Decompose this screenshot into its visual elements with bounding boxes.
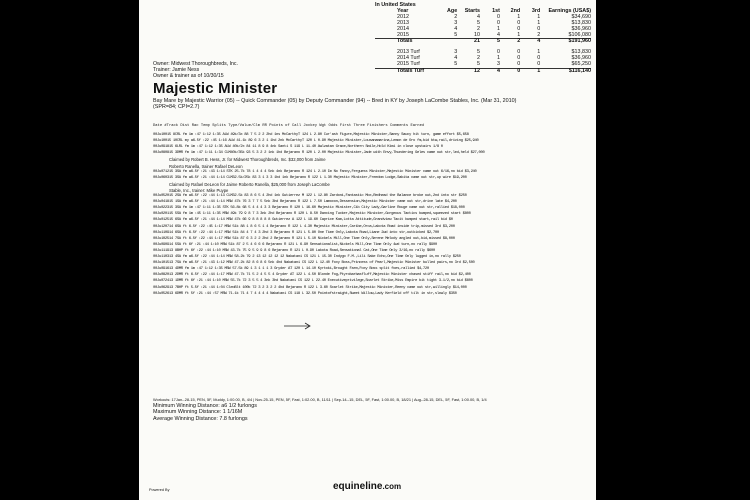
logo-text: equineline bbox=[333, 481, 383, 492]
race-row: 00Ju091613 4DMR fm 1m :47 1:12 1:35 MSW 57.5k 89 1 3 1 1 1 3 Gryder AT 120 L 14.10 Kyrtoki,Brought Farm,Foxy Boss split foes,rallied $4,720 bbox=[153, 267, 429, 272]
pedigree-block bbox=[153, 98, 593, 111]
earnings-summary-table bbox=[375, 3, 591, 75]
region-header: In United States bbox=[375, 2, 416, 8]
turf-total-row: Totals Turf 12 4 0 1 $116,140 bbox=[375, 69, 591, 75]
logo-suffix: .com bbox=[382, 482, 402, 491]
claim-note: Roberto Ranella, trainer Rafael DeLeon bbox=[169, 163, 243, 169]
rating-line: (SPR=84; CPI=2.7) bbox=[153, 104, 200, 111]
turf-row: 2013 Turf 3 5 0 0 1 $13,830 bbox=[397, 49, 591, 56]
earnings-row: 2012 2 4 0 1 1 $34,690 bbox=[397, 13, 591, 20]
race-row: 00Ju020115 5SA fm 1m :45 1:11 1:35 MSW 49k 79 9 8 7 3 3nk 2hd Bejarano R 120 L 8.50 Dancing Tucker,Majestic Minister,Gorgeous Tactics bumped,squeezed start $800 bbox=[153, 212, 471, 217]
turf-row: 2015 Turf 5 5 3 0 0 $65,250 bbox=[397, 61, 591, 68]
owner-line: Owner: Midwest Thoroughbreds, Inc. bbox=[153, 61, 238, 67]
race-row: 00Ju101513 7SA fm a6.5f :21 :43 1:12 MSW 47.2k 82 8 6 8 6 5nk 4hd Nakatani CS 122 L 12.40 Foxy Boss,Princess of Pearl,Majestic Minister bulled pairs,no 3rd $2,500 bbox=[153, 261, 475, 266]
race-row: 00Ju110313 4SA fm a6.5f :22 :44 1:14 MSW 58.2k 79 2 13 12 12 12 12 Nakatani CS 121 L 15.30 Indygo F.M.,Lili Sake Echo,One Time Only lugged in,no rally $250 bbox=[153, 255, 461, 259]
earnings-header-row: Year Age Starts 1st 2nd 3rd Earnings (USA$) bbox=[397, 7, 591, 14]
race-row: 00Ju052015 2SA fm a6.5f :22 :44 1:13 CLM32.5k 83 8 6 5 4 2hd 1nk Gutierrez M 122 L 12.80 Zardoni,Fantastic Mox,Redhead the Balance broke out,2nd into str $250 bbox=[153, 194, 467, 198]
earnings-row: 2015 5 10 4 1 2 $106,080 bbox=[397, 31, 591, 38]
avg-winning-distance: Average Winning Distance: 7.8 furlongs bbox=[153, 415, 248, 422]
owner-block bbox=[153, 61, 238, 80]
race-row: 00Ju060315 3SA fm a6.5f :21 :44 1:14 CLM32.5k/25k 83 3 1 3 3 1hd 1nk Bejarano R 122 L 1.30 Majestic Minister,Freedom Lodge,Sabita came out str,up wire $19,200 bbox=[153, 175, 467, 180]
race-row: 00Ju102514 7SA ft 6.5f :22 :44 1:17 MSW 51k 87 6 3 2 2 2hd 2 Bejarano R 121 L 5.10 Nickels Mill,One Time Only,Serene Melody angled out,bid,missed $8,000 bbox=[153, 236, 455, 241]
earnings-total-row: Totals 21 5 2 4 $191,960 bbox=[375, 39, 591, 45]
race-row: 00Ju022315 3SA fm 1m :47 1:11 1:35 STK 56.8k 68 5 4 4 4 3 3 Bejarano R 120 L 16.60 Majestic Minister,Cib City Lady,Garline Rouge came out str,rallied $18,000 bbox=[153, 206, 465, 211]
claim-note: Claimed by Rafael DeLeon for Jaime Roberto Ranella, $25,000 from Joseph LaCombe bbox=[169, 181, 330, 187]
workouts-line: Workouts: 17Jan--28-15, PEN, 5F, Muddy, 1:00.00, B, 4/4 | Nov-25-15, PEN, 5F, Fast, 1:02.00, B, 11/11 | Sep-14--15, DEL, 5F, Fast, 1:00.00, B, 18/21 | Aug--28-15, DEL, 5F, Fast, 1:00.00, B, 1/4 bbox=[153, 397, 487, 402]
race-row: 00Ju091815 6LRL fm 1m :47 1:12 1:35 ALW 40k/2x 84 11 8 9 8 4nk Santi S 119 L 11.40 Awlzatan Grace,Northern Smile,Hold Kimi in close upstairs 1/8 0 bbox=[153, 145, 443, 150]
race-row: 00Ju012515 6SA fm a6.5f :21 :44 1:14 MSW 47k 66 9 8 8 8 8 8 Gutierrez A 122 L 19.60 Caprice Kom,Lotta Attitude,Grandview Tacit bumped start,rail bid $0 bbox=[153, 218, 453, 223]
race-row: 00Ju052613 6DMR ft 5f :21 :44 :57 MSW 71.1k 71 4 7 4 4 4 4 Nakatani CS 118 L 32.50 Pointofstraight,Sweet Willow,Lady Kerfield off tilt in str,slowly $350 bbox=[153, 291, 457, 296]
race-row: 00Ju111913 8BHP ft 6f :22 :44 1:10 MSW 43.7k 75 9 5 9 9 8 6 Bejarano R 121 L 0.90 Lakota Road,Sensational Cat,One Time Only 3/16,no rally $600 bbox=[153, 248, 435, 253]
race-row: 00Ju110914 6SA ft 6.5f :22 :44 1:17 MSW 51k 84 4 7 4 3 2hd 3 Bejarano R 121 L 5.80 One Time Only,Lakota Road,Liane 2wd into str,outkicked $2,700 bbox=[153, 230, 439, 235]
turf-row: 2014 Turf 4 2 1 0 0 $36,960 bbox=[397, 55, 591, 62]
race-row: 00Ju10015 8CRL fm 1m :47 1:12 1:35 ALW 49k/3x 88 7 5 2 2 2hd 1ns McCarthyT 124 L 2.80 Cur'ash Figure,Majestic Minister,Sanny Saucy hit turn, game effort $5,658 bbox=[153, 133, 469, 137]
document-page bbox=[139, 0, 596, 500]
race-row: 00Ju120714 6SA ft 6.5f :22 :45 1:17 MSW 51k 88 1 8 6 5 1 4 Bejarano R 122 L 4.30 Majestic Minister,Caribe,Orca,Lakota Road inside trip,missed 3rd $3,200 bbox=[153, 224, 455, 229]
as-of-line: Owner & trainer as of 10/30/15 bbox=[153, 73, 224, 80]
equineline-logo bbox=[333, 481, 401, 492]
pedigree-line: Bay Mare by Majestic Warrior (05) -- Quick Commander (05) by Deputy Commander (94) -- Bred in KY by Joseph LaCombe Stables, Inc. (Mar 31, 2010) bbox=[153, 98, 517, 104]
race-column-header: Date #Track Dist Rac Temp Splits Type/Value/Clm RR Points of Call Jockey Wgt Odds First Three Finishers Comments Earned bbox=[153, 124, 425, 128]
trainer-line: Trainer: Jamie Ness bbox=[153, 67, 200, 74]
race-row: 00Ju072413 1DMR ft 6f :21 :44 1:10 MSW 55.7k 72 3 5 5 4 3nk 3hd Nakatani CS 122 L 22.40 Executiveprivilege,Scarlet Strike,Miss Empire bit tight 3-1/2,no bid $600 bbox=[153, 279, 473, 284]
race-row: 00Ju10015 10CRL my a6.5f :22 :45 1:16 ALW 41.1k 89 6 3 2 1 1hd 2nk McCarthyT 120 L 0.90 Majestic Minister,Lousanamarina,Lemon de Oro fm,bid btw,rail,driving $25,940 bbox=[153, 139, 479, 144]
race-row: 00Ju090914 5SA ft 6f :21 :44 1:10 MSW 51k 87 2 5 4 6 6 6 Bejarano R 121 L 6.90 Sensationalist,Nickels Mill,One Time Only 4wd turn,no rally $900 bbox=[153, 242, 437, 247]
powered-by-label: Powered By bbox=[149, 488, 170, 492]
earnings-row: 2014 4 2 1 0 0 $36,960 bbox=[397, 25, 591, 32]
distance-summary bbox=[153, 403, 257, 422]
earnings-row: 2013 3 5 0 0 1 $13,830 bbox=[397, 19, 591, 26]
race-row: 00Ju080815 3DMR fm 1m :47 1:11 1:34 CLM40k/35k 93 5 3 2 2 1nk 1hd Bejarano R 120 L 2.00 Majestic Minister,Jade with Envy,Thundering Geles came out str,led,held $27,000 bbox=[153, 151, 485, 156]
horse-name-title: Majestic Minister bbox=[153, 80, 278, 97]
race-row: 00Ju071215 3SA fm a6.5f :21 :43 1:14 STK 25.7k 78 1 4 4 4 5nk 4nk Bejarano R 124 L 2.10 Im No Fancy,Ferguess Minister,Majestic Minister came out 6/16,no bid $3,240 bbox=[153, 169, 477, 174]
race-row: 00Ju082013 2DMR ft 6.5f :22 :44 1:17 MSW 47.7k 71 5 2 4 5 5 4 Gryder AT 122 L 4.50 Blonde Fog,Ptyrobarbasfluff,Majestic Minister chased stiff rail,no bid $2,400 bbox=[153, 273, 471, 278]
claim-note: Stable, Inc., trainer: Mike Puype bbox=[169, 187, 229, 193]
pointer-arrow-icon bbox=[284, 322, 314, 330]
max-winning-distance: Maximum Winning Distance: 1 1/16M bbox=[153, 409, 243, 416]
race-row: 00Ju062913 7BHP ft 5.5f :21 :44 1:04 CleoBlt 100k 72 3 2 3 2 2 4hd Bejarano R 122 L 3.60 Scarlet Strike,Majestic Minister,Reeny came out str,willingly $14,000 bbox=[153, 285, 467, 290]
claim-note: Claimed by Robert B. Hess, Jr. for Midwest Thoroughbreds, Inc. $32,000 from Jaime bbox=[169, 157, 326, 163]
min-winning-distance: Minimum Winning Distance: a6 1/2 furlongs bbox=[153, 403, 257, 409]
race-row: 00Ju041815 1SA fm a6.5f :21 :44 1:14 MSW 47k 76 3 7 7 5 5nk 3hd Bejarano R 122 L 7.50 Lamocon,Dessension,Majestic Minister came out str,drive late $4,200 bbox=[153, 200, 457, 205]
